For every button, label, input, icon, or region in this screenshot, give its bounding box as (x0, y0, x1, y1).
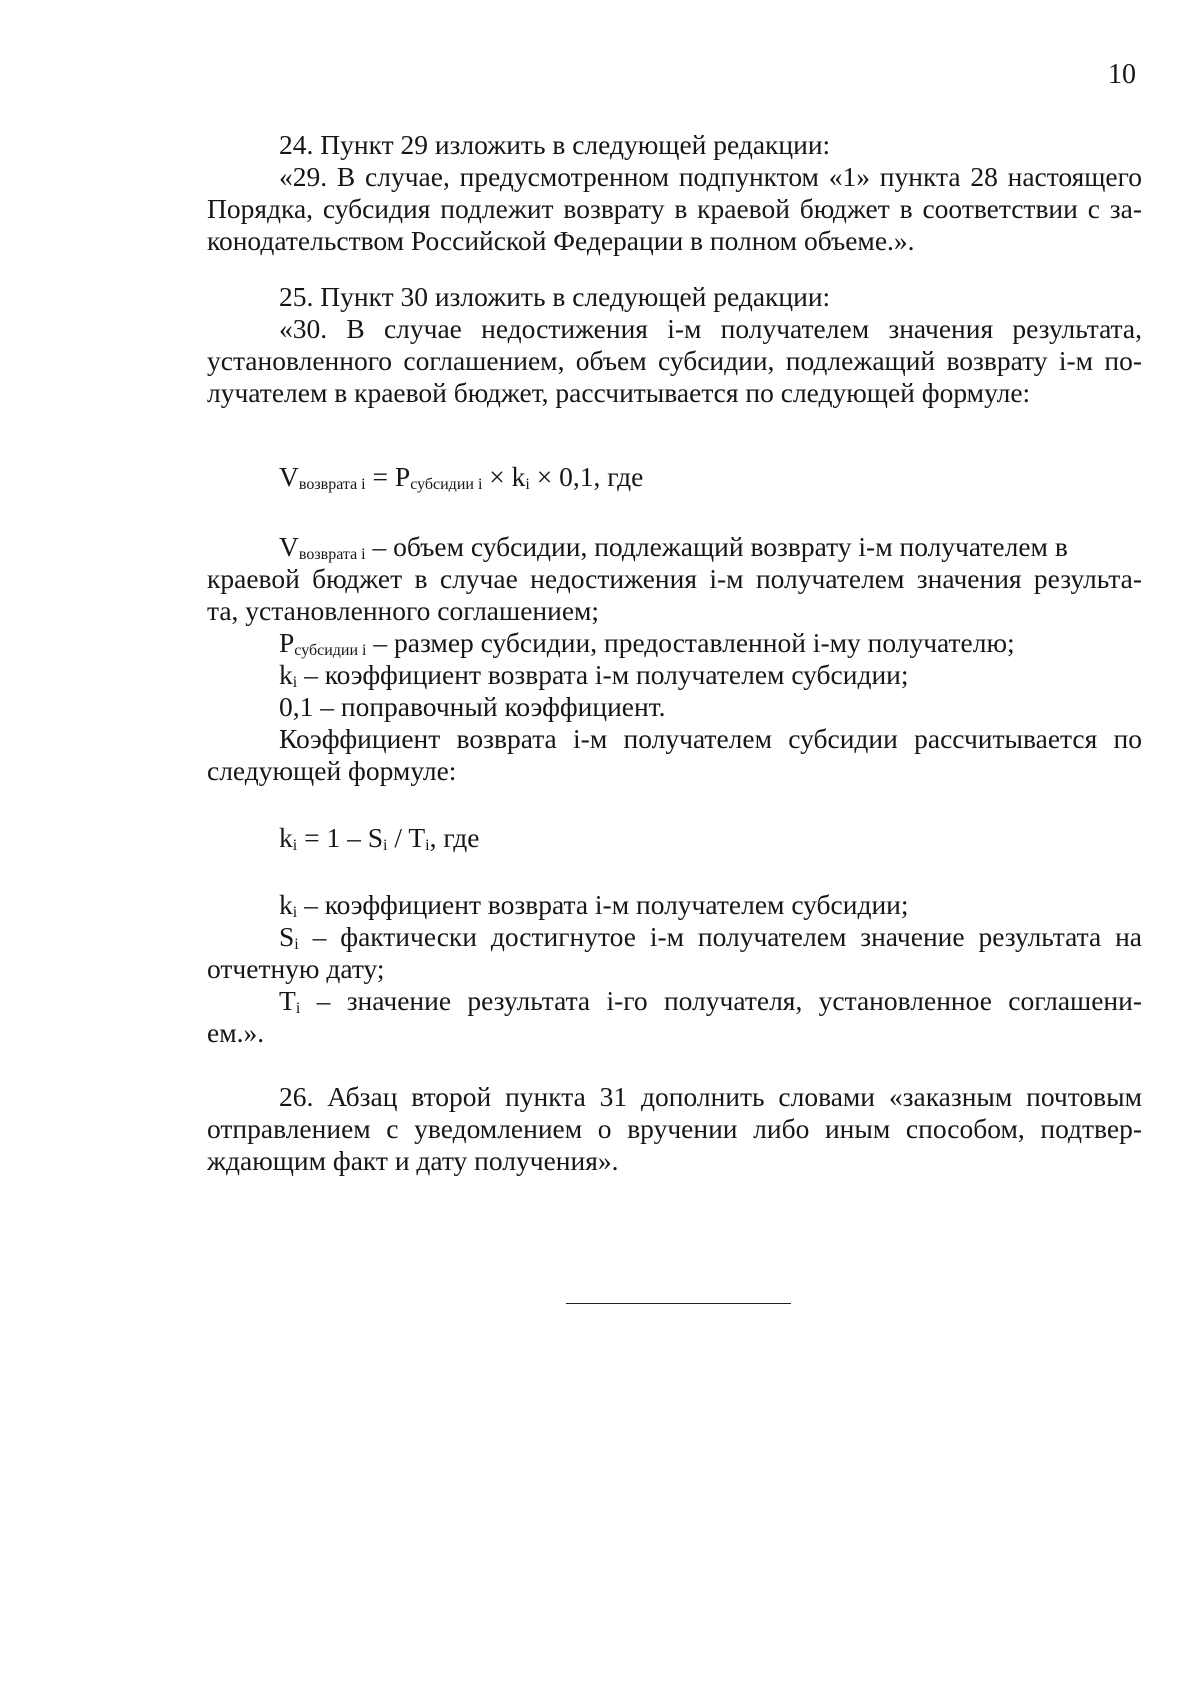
formula-v-symbol: V (279, 461, 299, 492)
definition-v-line: краевой бюджет в случае недостижения i-м получателем значения результа- (207, 563, 1142, 594)
item-24-line: «29. В случае, предусмотренном подпунктом «1» пункта 28 настоящего (279, 161, 1142, 192)
definition-text: – коэффициент возврата i-м получателем субсидии; (297, 659, 909, 690)
definition-s (279, 921, 1142, 953)
definition-s-line: отчетную дату; (207, 953, 385, 984)
definition-symbol: k (279, 659, 293, 690)
definition-p (279, 627, 1142, 659)
definition-text: – коэффициент возврата i-м получателем субсидии; (297, 889, 909, 920)
item-25-heading: 25. Пункт 30 изложить в следующей редакции: (279, 281, 831, 312)
coefficient-paragraph-line: следующей формуле: (207, 755, 457, 786)
formula-k-subscript: i (525, 476, 530, 493)
definition-k (279, 889, 1142, 921)
definition-symbol: P (279, 627, 295, 658)
item-26-line: 26. Абзац второй пункта 31 дополнить словами «заказным почтовым (279, 1081, 1142, 1112)
item-26-line: отправлением с уведомлением о вручении либо иным способом, подтвер- (207, 1113, 1142, 1144)
formula-v-return (279, 461, 1142, 493)
definition-subscript: i (295, 1000, 301, 1017)
formula-v-subscript: возврата i (298, 476, 366, 493)
formula-k (279, 822, 1142, 854)
definition-text: – размер субсидии, предоставленной i-му получателю; (366, 627, 1015, 658)
formula-t-subscript: i (425, 837, 430, 854)
item-25-line: «30. В случае недостижения i-м получателем значения результата, (279, 313, 1142, 344)
definition-symbol: V (279, 531, 299, 562)
definition-correction: 0,1 – поправочный коэффициент. (279, 691, 666, 722)
definition-subscript: субсидии i (294, 642, 367, 659)
definition-t (279, 985, 1142, 1017)
formula-minus-s: = 1 – S (297, 822, 384, 853)
definition-symbol: T (279, 985, 296, 1016)
item-25-line: установленного соглашением, объем субсидии, подлежащий возврату i-м по- (207, 345, 1142, 376)
definition-subscript: i (292, 904, 298, 921)
item-24-line: Порядка, субсидия подлежит возврату в краевой бюджет в соответствии с за- (207, 193, 1142, 224)
definition-subscript: возврата i (298, 546, 366, 563)
definition-v (279, 531, 1142, 563)
closing-rule (566, 1303, 791, 1304)
page-number: 10 (1108, 59, 1136, 90)
definition-text: – фактически достигнутое i-м получателем значение результата на (298, 921, 1142, 952)
formula-times-k: × k (482, 461, 526, 492)
definition-t-line: ем.». (207, 1017, 265, 1048)
formula-tail: × 0,1, где (529, 461, 644, 492)
definition-subscript: i (292, 674, 298, 691)
definition-text: – объем субсидии, подлежащий возврату i-м получателем в (365, 531, 1068, 562)
definition-subscript: i (294, 936, 299, 953)
definition-text: – значение результата i-го получателя, установленное соглашени- (300, 985, 1142, 1016)
item-24-line: конодательством Российской Федерации в полном объеме.». (207, 225, 915, 256)
definition-symbol: S (279, 921, 295, 952)
item-26-line: ждающим факт и дату получения». (207, 1145, 619, 1176)
formula-s-subscript: i (383, 837, 388, 854)
formula-slash-t: / T (387, 822, 426, 853)
coefficient-paragraph-line: Коэффициент возврата i-м получателем субсидии рассчитывается по (279, 723, 1142, 754)
formula-p-subscript: субсидии i (410, 476, 483, 493)
definition-v-line: та, установленного соглашением; (207, 595, 600, 626)
formula-tail: , где (429, 822, 480, 853)
definition-symbol: k (279, 889, 293, 920)
item-25-line: лучателем в краевой бюджет, рассчитывается по следующей формуле: (207, 377, 1031, 408)
formula-k-symbol: k (279, 822, 293, 853)
definition-k (279, 659, 1142, 691)
formula-equals-p: = P (365, 461, 411, 492)
formula-k-subscript: i (292, 837, 298, 854)
item-24-heading: 24. Пункт 29 изложить в следующей редакции: (279, 129, 831, 160)
